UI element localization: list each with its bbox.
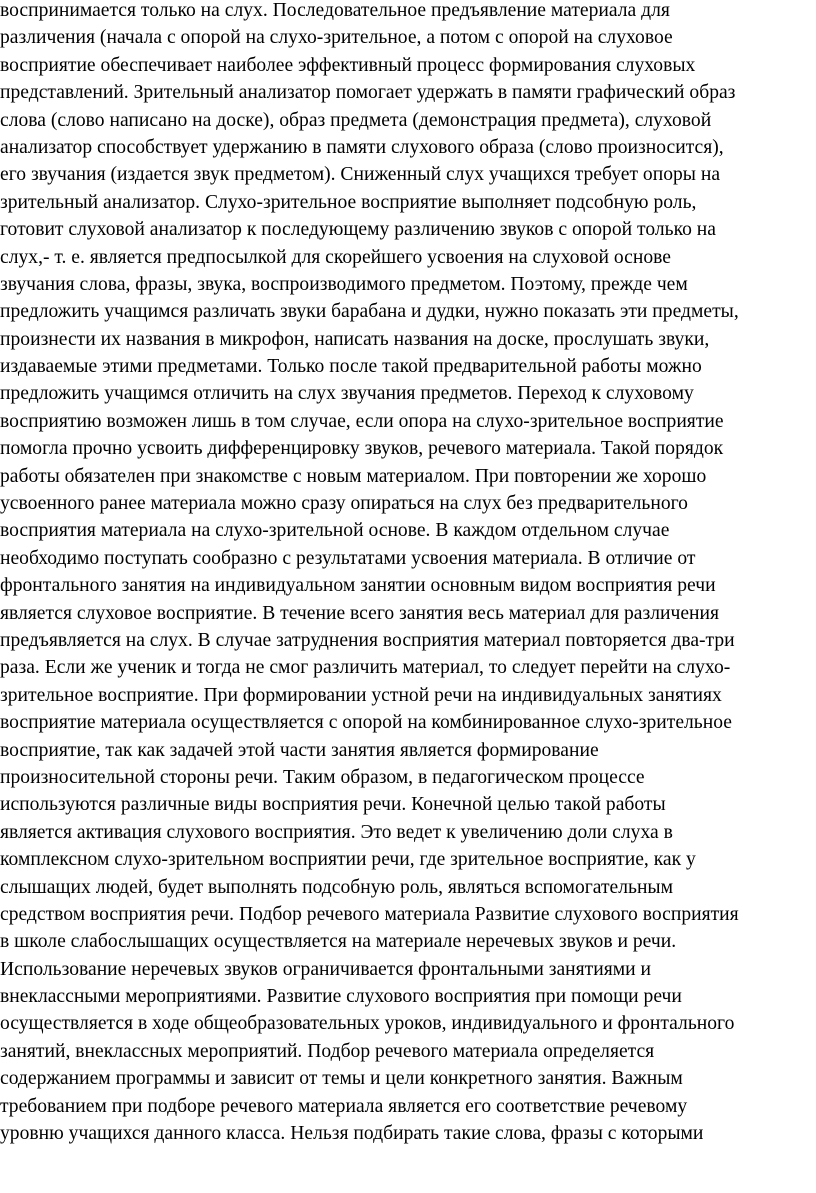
text-line: восприятие материала осуществляется с опорой на комбинированное слухо-зрительное <box>0 712 732 734</box>
text-line: воспринимается только на слух. Последовательное предъявление материала для <box>0 0 670 21</box>
text-line: используются различные виды восприятия речи. Конечной целью такой работы <box>0 794 666 816</box>
text-line: восприятию возможен лишь в том случае, если опора на слухо-зрительное восприятие <box>0 410 724 432</box>
text-line: предложить учащимся различать звуки барабана и дудки, нужно показать эти предметы, <box>0 301 739 323</box>
text-line: предложить учащимся отличить на слух звучания предметов. Переход к слуховому <box>0 383 694 405</box>
text-line: работы обязателен при знакомстве с новым материалом. При повторении же хорошо <box>0 465 707 487</box>
text-line: готовит слуховой анализатор к последующему различению звуков с опорой только на <box>0 219 716 241</box>
text-line: звучания слова, фразы, звука, воспроизводимого предметом. Поэтому, прежде чем <box>0 273 688 295</box>
text-line: Использование неречевых звуков ограничивается фронтальными занятиями и <box>0 958 651 980</box>
text-line: внеклассными мероприятиями. Развитие слухового восприятия при помощи речи <box>0 986 682 1008</box>
text-line: слух,- т. е. является предпосылкой для скорейшего усвоения на слуховой основе <box>0 246 671 268</box>
text-line: предъявляется на слух. В случае затруднения восприятия материал повторяется два-три <box>0 629 735 651</box>
text-line: средством восприятия речи. Подбор речевого материала Развитие слухового восприятия <box>0 903 739 925</box>
text-line: восприятия материала на слухо-зрительной основе. В каждом отдельном случае <box>0 520 670 542</box>
text-line: анализатор способствует удержанию в памяти слухового образа (слово произносится), <box>0 136 724 158</box>
text-line: осуществляется в ходе общеобразовательных уроков, индивидуального и фронтального <box>0 1013 735 1035</box>
text-line: является активация слухового восприятия. Это ведет к увеличению доли слуха в <box>0 821 673 843</box>
text-line: раза. Если же ученик и тогда не смог различить материал, то следует перейти на слухо- <box>0 657 731 679</box>
text-line: зрительное восприятие. При формировании устной речи на индивидуальных занятиях <box>0 684 722 706</box>
text-line: требованием при подборе речевого материала является его соответствие речевому <box>0 1095 688 1117</box>
text-line: произносительной стороны речи. Таким образом, в педагогическом процессе <box>0 766 645 788</box>
text-line: восприятие обеспечивает наиболее эффективный процесс формирования слуховых <box>0 54 696 76</box>
text-line: содержанием программы и зависит от темы и цели конкретного занятия. Важным <box>0 1068 683 1090</box>
text-line: занятий, внеклассных мероприятий. Подбор речевого материала определяется <box>0 1040 655 1062</box>
text-line: произнести их названия в микрофон, написать названия на доске, прослушать звуки, <box>0 328 710 350</box>
text-line: представлений. Зрительный анализатор помогает удержать в памяти графический образ <box>0 82 736 104</box>
text-line: его звучания (издается звук предметом). Сниженный слух учащихся требует опоры на <box>0 164 721 186</box>
text-line: фронтального занятия на индивидуальном занятии основным видом восприятия речи <box>0 575 716 597</box>
text-line: усвоенного ранее материала можно сразу опираться на слух без предварительного <box>0 493 688 515</box>
text-line: восприятие, так как задачей этой части занятия является формирование <box>0 739 599 761</box>
text-line: помогла прочно усвоить дифференцировку звуков, речевого материала. Такой порядок <box>0 438 724 460</box>
text-line: слова (слово написано на доске), образ предмета (демонстрация предмета), слуховой <box>0 109 712 131</box>
text-line: необходимо поступать сообразно с результатами усвоения материала. В отличие от <box>0 547 696 569</box>
text-line: зрительный анализатор. Слухо-зрительное восприятие выполняет подсобную роль, <box>0 191 697 213</box>
text-line: в школе слабослышащих осуществляется на материале неречевых звуков и речи. <box>0 931 677 953</box>
text-line: уровню учащихся данного класса. Нельзя подбирать такие слова, фразы с которыми <box>0 1123 704 1145</box>
text-line: является слуховое восприятие. В течение всего занятия весь материал для различения <box>0 602 720 624</box>
text-line: различения (начала с опорой на слухо-зрительное, а потом с опорой на слуховое <box>0 27 673 49</box>
text-line: издаваемые этими предметами. Только после такой предварительной работы можно <box>0 356 702 378</box>
text-line: комплексном слухо-зрительном восприятии речи, где зрительное восприятие, как у <box>0 849 696 871</box>
text-line: слышащих людей, будет выполнять подсобную роль, являться вспомогательным <box>0 876 673 898</box>
